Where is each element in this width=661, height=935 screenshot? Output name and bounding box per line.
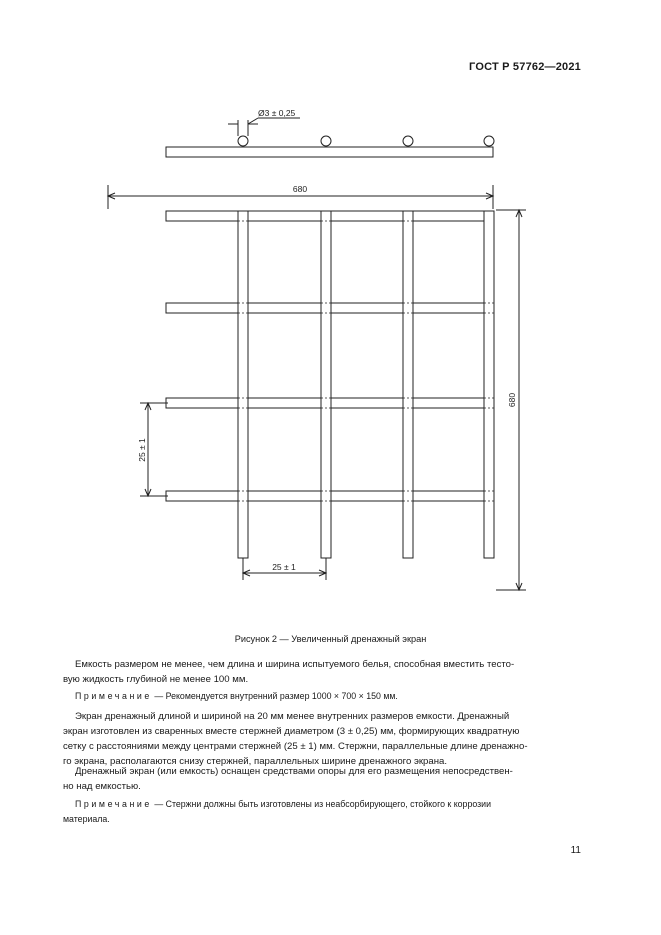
side-view-rod-2 [321,136,331,146]
paragraph-2-line-4: го экрана, располагаются снизу стержней, параллельных ширине дренажного экрана. [63,756,448,767]
paragraph-2-line-3: сетку с расстояниями между центрами стержней (25 ± 1) мм. Стержни, параллельные длине дренажно- [63,741,528,752]
paragraph-3 [63,764,583,794]
dimension-width-label: 680 [292,184,308,194]
note-2-text: — Стержни должны быть изготовлены из неабсорбирующего, стойкого к коррозии [151,799,491,809]
page-number: 11 [570,845,581,856]
figure-caption: Рисунок 2 — Увеличенный дренажный экран [234,634,427,644]
grid-vertical-rod-2 [321,211,331,558]
paragraph-2-line-2: экран изготовлен из сваренных вместе стержней диаметром (3 ± 0,25) мм, формирующих квадратную [63,726,520,737]
paragraph-3-line-1: Дренажный экран (или емкость) оснащен средствами опоры для его размещения непосредствен- [75,766,513,777]
document-header: ГОСТ Р 57762—2021 [469,61,581,73]
paragraph-3-line-2: но над емкостью. [63,781,141,792]
side-view-rod-3 [403,136,413,146]
note-1-label: Примечание [75,691,152,701]
note-2-line-2: материала. [63,814,110,824]
note-1-text: — Рекомендуется внутренний размер 1000 × 700 × 150 мм. [151,691,398,701]
dimension-spacing-horizontal-label: 25 ± 1 [272,562,296,572]
side-view-base-bar [166,147,493,157]
dimension-height-label: 680 [507,392,517,408]
dimension-diameter-label: Ø3 ± 0,25 [258,108,296,118]
side-view-rod-1 [238,136,248,146]
grid-vertical-rod-1 [238,211,248,558]
dimension-spacing-vertical-label: 25 ± 1 [137,438,147,462]
grid-vertical-rod-4 [484,211,494,558]
paragraph-1-line-1: Емкость размером не менее, чем длина и ширина испытуемого белья, способная вместить тесто- [75,659,515,670]
grid-vertical-rod-3 [403,211,413,558]
paragraph-1 [63,657,583,687]
side-view-rod-4 [484,136,494,146]
note-2 [63,797,583,827]
paragraph-2 [63,709,583,769]
paragraph-2-line-1: Экран дренажный длиной и шириной на 20 мм менее внутренних размеров емкости. Дренажный [75,711,510,722]
note-1 [75,689,583,704]
paragraph-1-line-2: вую жидкость глубиной не менее 100 мм. [63,674,249,685]
note-2-label: Примечание [75,799,152,809]
